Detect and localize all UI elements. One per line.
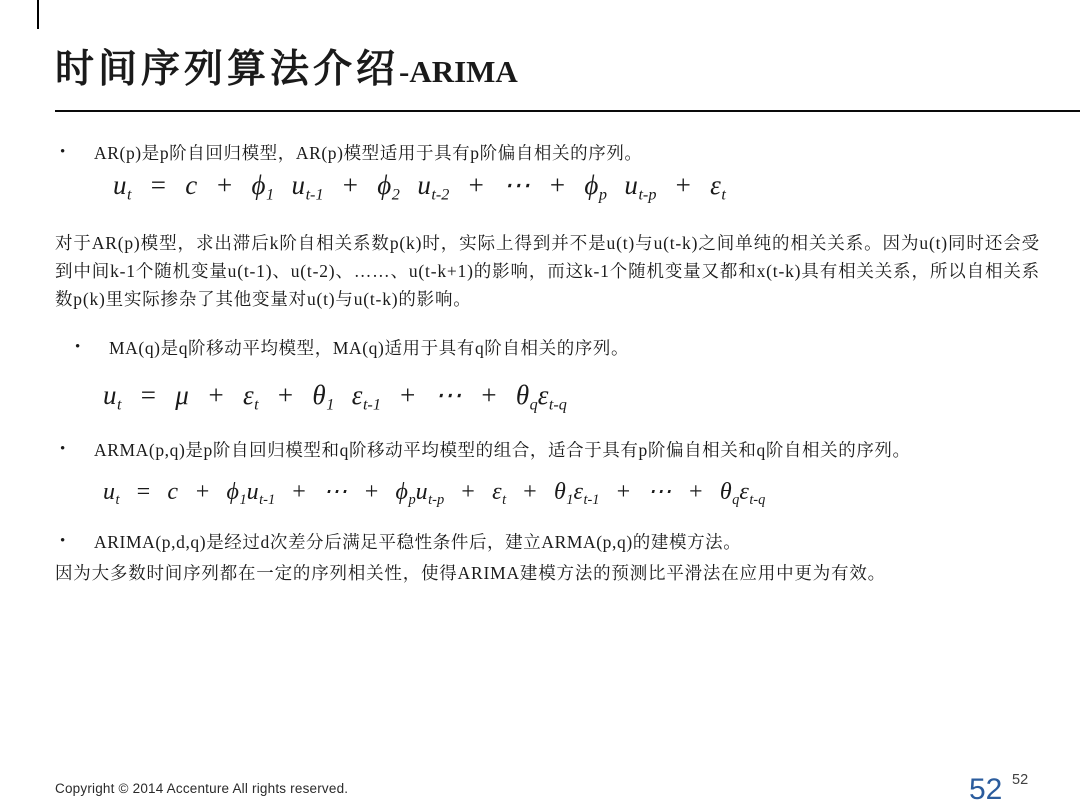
bullet-text-arma: ARMA(p,q)是p阶自回归模型和q阶移动平均模型的组合，适合于具有p阶偏自相关和q阶自相关的序列。	[94, 440, 911, 460]
bullet-marker: •	[75, 339, 81, 355]
bullet-marker: •	[60, 441, 66, 457]
formula-ar: $u_t = c + \phi_1$ $u_{t-1} + \phi_2$ $u_{t-2}$ + ⋯ + $\phi_p$ $u_{t-p} + \varepsilon_t$	[113, 170, 726, 204]
bullet-item-ar	[60, 141, 960, 166]
bullet-marker: •	[60, 144, 66, 160]
paragraph-ar-note: 对于AR(p)模型，求出滞后k阶自相关系数p(k)时，实际上得到并不是u(t)与u(t-k)之间单纯的相关关系。因为u(t)同时还会受到中间k-1个随机变量u(t-1)、u(t-2)、……、u(t-k+1)的影响，而这k-1个随机变量又都和x(t-k)具有相关关系，所以自相关系数p(k)里实际掺杂了其他变量对u(t)与u(t-k)的影响。	[55, 233, 1040, 309]
page-number-large: 52	[969, 773, 1003, 806]
left-edge-mark	[37, 0, 39, 29]
bullet-item-arima	[60, 530, 1020, 555]
formula-ma: $u_t = \mu + \varepsilon_t + \theta_1$ $\varepsilon_{t-1}$ + ⋯ + $\theta_q\varepsilon_{t-q}$	[103, 380, 567, 414]
formula-arma: $u_t = c + \phi_1u_{t-1}$ + ⋯ + $\phi_pu_{t-p} + \varepsilon_t + \theta_1\varepsilon_{t-1}$ + ⋯ + $\theta_q\varepsilon_{t-q}$	[103, 479, 766, 509]
bullet-text-ma: MA(q)是q阶移动平均模型，MA(q)适用于具有q阶自相关的序列。	[109, 338, 630, 358]
slide-title-suffix: -ARIMA	[399, 54, 518, 89]
title-underline	[55, 110, 1080, 112]
slide-title	[55, 48, 518, 93]
paragraph-arima-note: 因为大多数时间序列都在一定的序列相关性，使得ARIMA建模方法的预测比平滑法在应用中更为有效。	[55, 563, 886, 583]
bullet-text-arima: ARIMA(p,d,q)是经过d次差分后满足平稳性条件后，建立ARMA(p,q)的建模方法。	[94, 532, 742, 552]
footer-copyright: Copyright © 2014 Accenture All rights reserved.	[55, 781, 349, 796]
bullet-item-ma	[75, 336, 955, 361]
bullet-marker: •	[60, 533, 66, 549]
slide-title-main: 时间序列算法介绍	[55, 48, 400, 91]
bullet-item-arma	[60, 438, 1045, 463]
bullet-text-ar: AR(p)是p阶自回归模型，AR(p)模型适用于具有p阶偏自相关的序列。	[94, 143, 643, 163]
page-number-small: 52	[1012, 772, 1029, 788]
